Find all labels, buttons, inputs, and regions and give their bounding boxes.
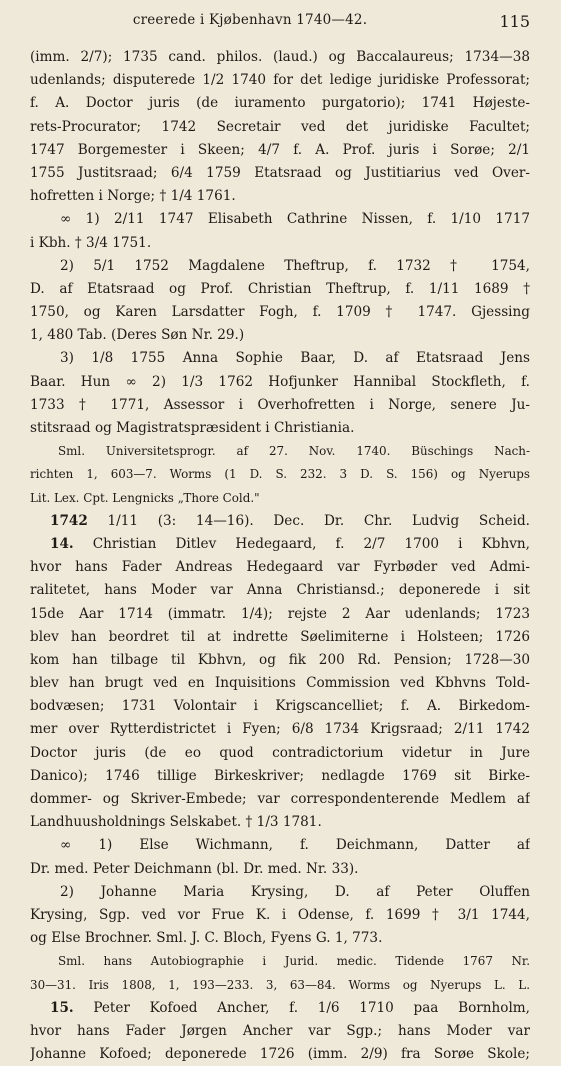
text-line: dommer- og Skriver-Embede; var correspondenterende Medlem af: [30, 791, 530, 807]
text-line: Lit. Lex. Cpt. Lengnicks „Thore Cold.": [30, 490, 260, 505]
text-line: Sml. Universitetsprogr. af 27. Nov. 1740. Büschings Nach-: [58, 444, 530, 459]
text-line: 14. Christian Ditlev Hedegaard, f. 2/7 1700 i Kbhvn,: [50, 535, 530, 552]
text-line: 15de Aar 1714 (immatr. 1/4); rejste 2 Aar udenlands; 1723: [30, 605, 530, 622]
text-line: hofretten i Norge; † 1/4 1761.: [30, 188, 236, 205]
entry-number: 1742: [50, 512, 88, 529]
text-line: i Kbh. † 3/4 1751.: [30, 234, 152, 251]
text-line: udenlands; disputerede 1/2 1740 for det ledige juridiske Professorat;: [30, 72, 530, 89]
text-line: 2) 5/1 1752 Magdalene Theftrup, f. 1732 † 1754,: [60, 257, 530, 274]
text-line: kom han tilbage til Kbhvn, og fik 200 Rd. Pension; 1728—30: [30, 651, 530, 668]
text-line: (imm. 2/7); 1735 cand. philos. (laud.) og Baccalaureus; 1734—38: [30, 49, 530, 65]
text-line: blev han brugt ved en Inquisitions Commission ved Kbhvns Told-: [30, 675, 530, 692]
text-line: Johanne Kofoed; deponerede 1726 (imm. 2/9) fra Sorøe Skole;: [30, 1046, 530, 1063]
text-line: 1742 1/11 (3: 14—16). Dec. Dr. Chr. Ludvig Scheid.: [50, 512, 530, 529]
text-line: og Else Brochner. Sml. J. C. Bloch, Fyens G. 1, 773.: [30, 930, 383, 947]
text-line: Krysing, Sgp. ved vor Frue K. i Odense, f. 1699 † 3/1 1744,: [30, 906, 530, 923]
text-line: 30—31. Iris 1808, 1, 193—233. 3, 63—84. Worms og Nyerups L. L.: [30, 977, 530, 992]
text-line: 15. Peter Kofoed Ancher, f. 1/6 1710 paa Bornholm,: [50, 999, 530, 1016]
entry-number: 15.: [50, 999, 74, 1016]
text-line: bodvæsen; 1731 Volontair i Krigscancelliet; f. A. Birkedom-: [30, 698, 530, 715]
page-number: 115: [499, 12, 530, 31]
text-line: stitsraad og Magistratspræsident i Christiania.: [30, 420, 355, 436]
text-line: f. A. Doctor juris (de iuramento purgatorio); 1741 Højeste-: [30, 95, 530, 112]
text-line: Baar. Hun ∞ 2) 1/3 1762 Hofjunker Hannibal Stockfleth, f.: [30, 373, 530, 390]
text-line: richten 1, 603—7. Worms (1 D. S. 232. 3 D. S. 156) og Nyerups: [30, 467, 530, 482]
text-line: Dr. med. Peter Deichmann (bl. Dr. med. Nr. 33).: [30, 860, 359, 877]
entry-number: 14.: [50, 535, 74, 552]
text-line: Doctor juris (de eo quod contradictorium videtur in Jure: [30, 744, 530, 761]
body-text: [30, 46, 530, 1066]
text-line: ∞ 1) Else Wichmann, f. Deichmann, Datter af: [60, 837, 530, 854]
text-line: rets-Procurator; 1742 Secretair ved det juridiske Facultet;: [30, 118, 530, 135]
page-header: [30, 12, 530, 34]
text-line: 2) Johanne Maria Krysing, D. af Peter Oluffen: [60, 883, 530, 900]
text-line: D. af Etatsraad og Prof. Christian Theftrup, f. 1/11 1689 †: [30, 280, 530, 297]
text-line: Landhuusholdnings Selskabet. † 1/3 1781.: [30, 814, 322, 831]
text-line: Danico); 1746 tillige Birkeskriver; nedlagde 1769 sit Birke-: [30, 767, 530, 784]
text-line: ralitetet, hans Moder var Anna Christiansd.; deponerede i sit: [30, 582, 530, 599]
text-line: Sml. hans Autobiographie i Jurid. medic. Tidende 1767 Nr.: [58, 954, 530, 969]
text-line: hvor hans Fader Andreas Hedegaard var Fyrbøder ved Admi-: [30, 559, 530, 576]
text-line: blev han beordret til at indrette Søelimiterne i Holsteen; 1726: [30, 628, 530, 645]
text-line: 1747 Borgemester i Skeen; 4/7 f. A. Prof. juris i Sorøe; 2/1: [30, 141, 530, 158]
text-line: 1, 480 Tab. (Deres Søn Nr. 29.): [30, 327, 245, 344]
running-head: creerede i Kjøbenhavn 1740—42.: [132, 12, 368, 28]
text-line: ∞ 1) 2/11 1747 Elisabeth Cathrine Nissen, f. 1/10 1717: [60, 211, 530, 228]
text-line: mer over Rytterdistrictet i Fyen; 6/8 1734 Krigsraad; 2/11 1742: [30, 721, 530, 738]
text-line: 1733 † 1771, Assessor i Overhofretten i Norge, senere Ju-: [30, 396, 530, 413]
text-line: 1755 Justitsraad; 6/4 1759 Etatsraad og Justitiarius ved Over-: [30, 164, 530, 181]
text-line: hvor hans Fader Jørgen Ancher var Sgp.; hans Moder var: [30, 1022, 530, 1039]
text-line: 3) 1/8 1755 Anna Sophie Baar, D. af Etatsraad Jens: [60, 350, 530, 367]
text-line: 1750, og Karen Larsdatter Fogh, f. 1709 † 1747. Gjessing: [30, 304, 530, 321]
